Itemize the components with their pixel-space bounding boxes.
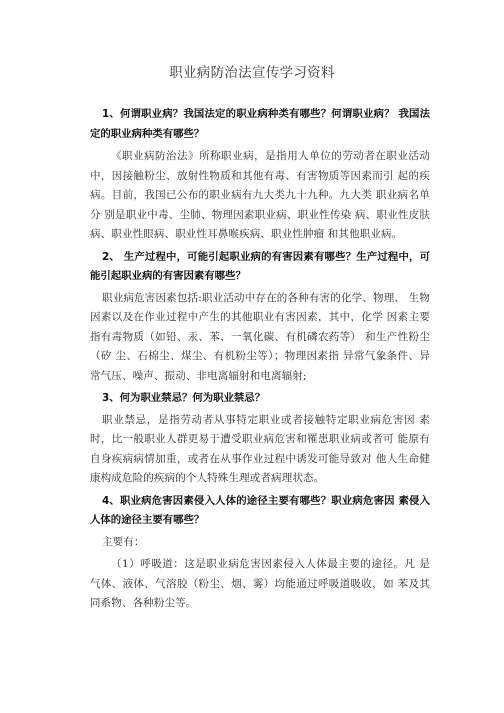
document-title: 职业病防治法宣传学习资料 <box>169 65 335 81</box>
section-1-paragraph: 《职业病防治法》所称职业病，是指用人单位的劳动者在职业活动中，因接触粉尘、放射性物质和其他有毒、有害物质等因素而引 起的疾病。目前，我国已公布的职业病有九大类九十九种。九大类 职业病名单 分 别是职业中毒、尘肺、物理因素职业病、职业性传染 病、职业性皮肤病、职业性眼病、职业性耳鼻喉疾病、职业性肿瘤 和其他职业病。 <box>90 150 430 240</box>
section-2-paragraph: 职业病危害因素包括:职业活动中存在的各种有害的化学、物理、 生物因素以及在作业过程中产生的其他职业有害因素，其中，化学 因素主要指有毒物质（如铅、汞、苯、一氧化碳、有机磷农药等） 和生产性粉尘（矽 尘、石棉尘、煤尘、有机粉尘等）；物理因素指 异常气象条件、异常气压、噪声、振动、非电离辐射和电离辐射; <box>90 291 430 382</box>
section-1-question: 1、何谓职业病？我国法定的职业病种类有哪些？何谓职业病？ 我国法定的职业病种类有哪些？ <box>90 108 430 140</box>
section-4-item-1: （1）呼吸道：这是职业病危害因素侵入人体最主要的途径。凡 是气体、液体、气溶胶（粉尘、烟、雾）均能通过呼吸道吸收，如 苯及其同系物、各种粉尘等。 <box>90 558 430 609</box>
section-2-question: 2、 生产过程中，可能引起职业病的有害因素有哪些？生产过程中，可能引起职业病的有害因素有哪些？ <box>90 250 430 282</box>
section-3-paragraph: 职业禁忌，是指劳动者从事特定职业或者接触特定职业病危害因 素时，比一般职业人群更易于遭受职业病危害和罹患职业病或者可 能原有自身疾病病情加重，或者在从事作业过程中诱发可能导致对 他人生命健康构成危险的疾病的个人特殊生理或者病理状态。 <box>90 413 430 484</box>
document-body <box>90 105 430 617</box>
section-4-question: 4、职业病危害因素侵入人体的途径主要有哪些？职业病危害因 素侵入人体的途径主要有哪些？ <box>90 494 430 526</box>
section-3-question: 3、何为职业禁忌？何为职业禁忌？ <box>102 392 266 404</box>
section-4-intro: 主要有： <box>102 535 145 548</box>
